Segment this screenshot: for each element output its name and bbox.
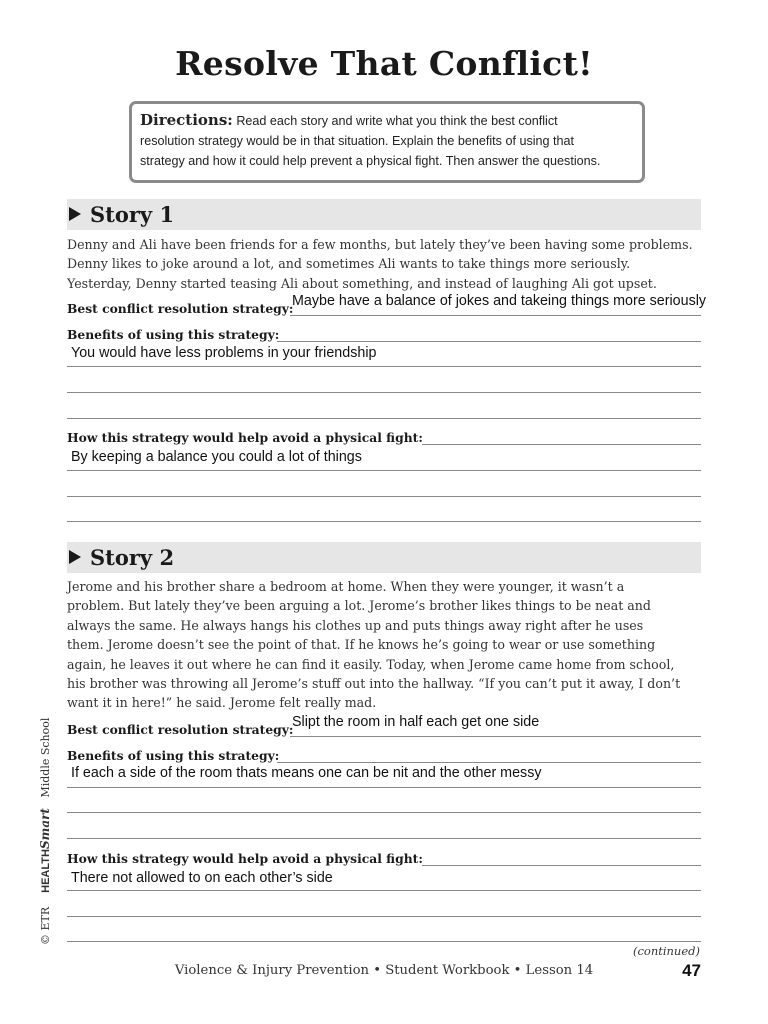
continued-note: (continued) (632, 944, 700, 958)
story-1-avoid-line-4[interactable] (67, 521, 701, 522)
story-2-line: Jerome and his brother share a bedroom at home. When they were younger, it wasn’t a (67, 579, 625, 594)
story-2-benefits-line-4[interactable] (67, 838, 701, 839)
story-1-header (67, 199, 701, 230)
story-1-benefits-line-1[interactable] (277, 341, 701, 342)
footer-text: Violence & Injury Prevention • Student Workbook • Lesson 14 (174, 963, 594, 978)
story-1-strategy-line[interactable] (290, 315, 701, 316)
story-2-avoid-line-2[interactable] (67, 890, 701, 891)
story-1-text (67, 235, 707, 293)
directions-box (129, 101, 645, 183)
story-1-avoid-line-1[interactable] (422, 444, 701, 445)
story-1-title: Story 1 (90, 202, 175, 227)
story-2-strategy-label: Best conflict resolution strategy: (67, 722, 294, 737)
story-2-text (67, 577, 707, 713)
story-2-avoid-answer[interactable]: There not allowed to on each other’s side (71, 870, 333, 886)
story-1-strategy-answer[interactable]: Maybe have a balance of jokes and takeing things more seriously (292, 293, 707, 309)
story-2-benefits-line-1[interactable] (277, 762, 701, 763)
story-1-avoid-line-3[interactable] (67, 496, 701, 497)
story-2-line: again, he leaves it out where he can find it easily. Today, when Jerome came home from school, (67, 656, 675, 672)
page-number: 47 (682, 961, 701, 980)
page-title: Resolve That Conflict! (175, 44, 593, 83)
story-2-line: his brother was throwing all Jerome’s stuff out into the hallway. “If you can’t put it away, I don’t (67, 676, 681, 692)
story-2-strategy-line[interactable] (290, 736, 701, 737)
school-level-text: Middle School (39, 717, 52, 798)
side-branding (38, 718, 52, 945)
story-2-benefits-line-3[interactable] (67, 812, 701, 813)
story-2-avoid-line-1[interactable] (422, 865, 701, 866)
play-triangle-icon (69, 207, 81, 221)
story-2-benefits-label: Benefits of using this strategy: (67, 748, 280, 763)
story-2-avoid-line-3[interactable] (67, 916, 701, 917)
story-1-benefits-line-2[interactable] (67, 366, 701, 367)
directions-line-2: resolution strategy would be in that situation. Explain the benefits of using that (140, 134, 575, 148)
story-1-benefits-answer[interactable]: You would have less problems in your friendship (71, 345, 377, 361)
directions-line-3: strategy and how it could help prevent a physical fight. Then answer the questions. (140, 154, 601, 168)
story-1-avoid-answer[interactable]: By keeping a balance you could a lot of things (71, 449, 362, 465)
story-1-line: Denny likes to joke around a lot, and sometimes Ali wants to take things more seriously. (67, 256, 631, 272)
story-1-avoid-line-2[interactable] (67, 470, 701, 471)
story-2-benefits-answer[interactable]: If each a side of the room thats means one can be nit and the other messy (71, 765, 542, 781)
brand-health-text: HEALTH (40, 849, 52, 893)
story-2-line: always the same. He always hangs his clothes up and puts things away right after he uses (67, 617, 644, 633)
story-1-benefits-label: Benefits of using this strategy: (67, 327, 280, 342)
copyright-text: © ETR (39, 906, 52, 945)
story-2-line: them. Jerome doesn’t see the point of that. If he knows he’s going to wear or use something (67, 637, 656, 653)
directions-heading: Directions: (140, 111, 233, 129)
directions-line-1: Read each story and write what you think the best conflict (236, 114, 558, 128)
story-2-avoid-label: How this strategy would help avoid a physical fight: (67, 851, 423, 866)
story-2-line: problem. But lately they’ve been arguing a lot. Jerome’s brother likes things to be neat and (67, 598, 651, 614)
story-1-line: Denny and Ali have been friends for a few months, but lately they’ve been having some problems. (67, 237, 693, 252)
story-2-avoid-line-4[interactable] (67, 941, 701, 942)
play-triangle-icon (69, 550, 81, 564)
story-2-line: want it in here!” he said. Jerome felt really mad. (67, 695, 377, 711)
story-1-strategy-label: Best conflict resolution strategy: (67, 301, 294, 316)
story-1-avoid-label: How this strategy would help avoid a physical fight: (67, 430, 423, 445)
story-1-line: Yesterday, Denny started teasing Ali about something, and instead of laughing Ali got upset. (67, 275, 657, 291)
story-2-benefits-line-2[interactable] (67, 787, 701, 788)
story-2-strategy-answer[interactable]: Slipt the room in half each get one side (292, 714, 540, 730)
story-2-title: Story 2 (90, 545, 175, 570)
story-2-header (67, 542, 701, 573)
story-1-benefits-line-3[interactable] (67, 392, 701, 393)
brand-smart-logo: Smart (38, 808, 52, 850)
story-1-benefits-line-4[interactable] (67, 418, 701, 419)
